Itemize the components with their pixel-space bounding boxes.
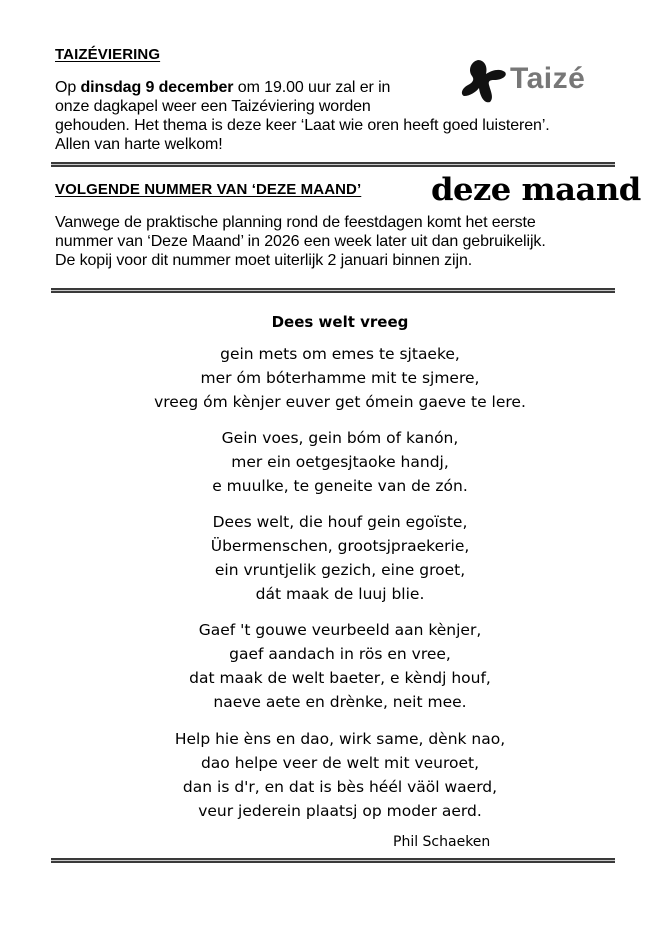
taize-cross-icon [458, 58, 510, 104]
poem-line: veur jederein plaatsj op moder aerd. [198, 802, 482, 820]
section-divider [51, 162, 615, 167]
poem-line: Übermenschen, grootsjpraekerie, [210, 537, 470, 555]
deze-maand-masthead: deze maand [431, 172, 641, 208]
poem-stanza-2 [60, 426, 620, 498]
deze-maand-line-2: nummer van ‘Deze Maand’ in 2026 een week later uit dan gebruikelijk. [55, 233, 546, 250]
poem-title: Dees welt vreeg [271, 313, 409, 331]
poem-line: dat maak de welt baeter, e kèndj houf, [189, 669, 491, 687]
section-divider [51, 858, 615, 863]
deze-maand-line-3: De kopij voor dit nummer moet uiterlijk 2 januari binnen zijn. [55, 252, 473, 269]
text: Op [55, 79, 81, 96]
poem-author: Phil Schaeken [393, 834, 491, 850]
poem-line: vreeg óm kènjer euver get ómein gaeve te lere. [154, 393, 526, 411]
text: om 19.00 uur zal er in [233, 79, 391, 96]
poem-line: dao helpe veer de welt mit veuroet, [200, 754, 480, 772]
poem-stanza-5 [60, 727, 620, 823]
poem-line: gaef aandach in rös en vree, [229, 645, 451, 663]
taize-line-4: Allen van harte welkom! [55, 136, 223, 153]
poem-line: naeve aete en drènke, neit mee. [213, 693, 467, 711]
poem-stanza-4 [60, 618, 620, 714]
deze-maand-paragraph [55, 213, 546, 270]
taize-logo [458, 58, 608, 104]
poem-line: mer óm bóterhamme mit te sjmere, [200, 369, 480, 387]
poem-line: Help hie èns en dao, wirk same, dènk nao, [174, 730, 506, 748]
poem-line: dát maak de luuj blie. [255, 585, 425, 603]
deze-maand-line-1: Vanwege de praktische planning rond de feestdagen komt het eerste [55, 214, 536, 231]
poem-line: mer ein oetgesjtaoke handj, [231, 453, 449, 471]
date-emphasis: dinsdag 9 december [80, 79, 234, 96]
taize-line-3: gehouden. Het thema is deze keer ‘Laat wie oren heeft goed luisteren’. [55, 117, 550, 134]
poem-stanza-1 [60, 342, 620, 414]
poem-line: Gein voes, gein bóm of kanón, [221, 429, 459, 447]
poem-line: gein mets om emes te sjtaeke, [220, 345, 460, 363]
taize-line-2: onze dagkapel weer een Taizéviering worden [55, 98, 371, 115]
poem-line: Gaef 't gouwe veurbeeld aan kènjer, [198, 621, 482, 639]
poem-line: Dees welt, die houf gein egoïste, [212, 513, 468, 531]
taize-heading: TAIZÉVIERING [55, 46, 161, 63]
poem-line: ein vruntjelik gezich, eine groet, [214, 561, 466, 579]
taize-logo-text: Taizé [510, 62, 586, 95]
poem-stanza-3 [60, 510, 620, 606]
section-divider [51, 288, 615, 293]
poem-line: dan is d'r, en dat is bès héél väöl waerd, [182, 778, 498, 796]
deze-maand-heading: VOLGENDE NUMMER VAN ‘DEZE MAAND’ [55, 181, 362, 198]
poem-line: e muulke, te geneite van de zón. [212, 477, 468, 495]
